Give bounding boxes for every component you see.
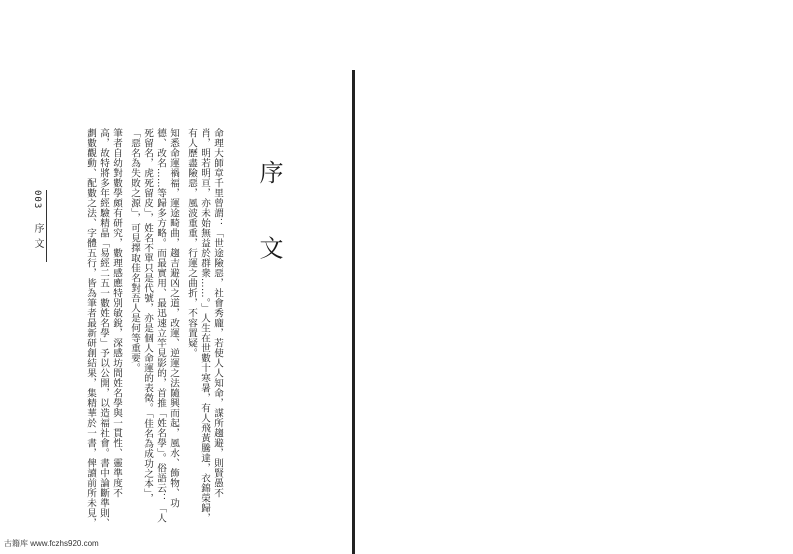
left-page	[0, 0, 352, 554]
text-column-8: 筆者自幼對數學頗有研究，數理感應特別敏銳，深感坊間姓名學與一貫性、靈準度不	[111, 128, 122, 498]
folio-rule	[46, 190, 47, 262]
text-column-7: 「惡名為失敗之源」，可見擇取佳名對吾人是何等重要。	[129, 128, 140, 374]
text-column-9: 高，故特將多年經驗精晶「易經二五一數姓名學」予以公開，以造福社會。書中論斷準則、	[98, 128, 109, 528]
folio	[30, 190, 45, 250]
site-watermark: 古籍库 www.fczhs920.com	[4, 539, 99, 548]
text-column-2: 肖，明若明亘，亦未始無益於群衆……。」人生在世數十寒暑，有人飛黃騰達，衣錦榮歸，	[199, 128, 210, 524]
text-column-1: 命理大師章千里曾謂：「世途險惡，社會秀龐，若使人人知命，謀所趨避，則賢愚不	[212, 128, 223, 498]
page-number: 003	[32, 190, 42, 210]
text-column-4: 知悉命運禍福，運途畸曲，趨吉避凶之道，改運、逆運之法隨興而起，風水、飾物、功	[168, 128, 179, 508]
text-column-5: 德、改名……等歸多方略。而最實用、最迅速立竿見影的，首推「姓名學」。俗語云：「人	[155, 128, 166, 524]
right-page-blank	[356, 0, 793, 554]
page-gutter	[352, 70, 355, 554]
running-head: 序 文	[32, 223, 43, 250]
text-column-6: 死留名，虎死留皮」，姓名不單只是代號，亦是個人命運的表徵。「佳名為成功之本」，	[142, 128, 153, 504]
page-title: 序 文	[255, 160, 283, 282]
text-column-10: 劃數觀動、配數之法、字體五行，皆為筆者最新研創結果，集精華於一書，俾讀前所未見，	[85, 128, 96, 528]
text-column-3: 有人歷盡險惡，風波重重，行運之曲折，不容置疑。	[186, 128, 197, 358]
